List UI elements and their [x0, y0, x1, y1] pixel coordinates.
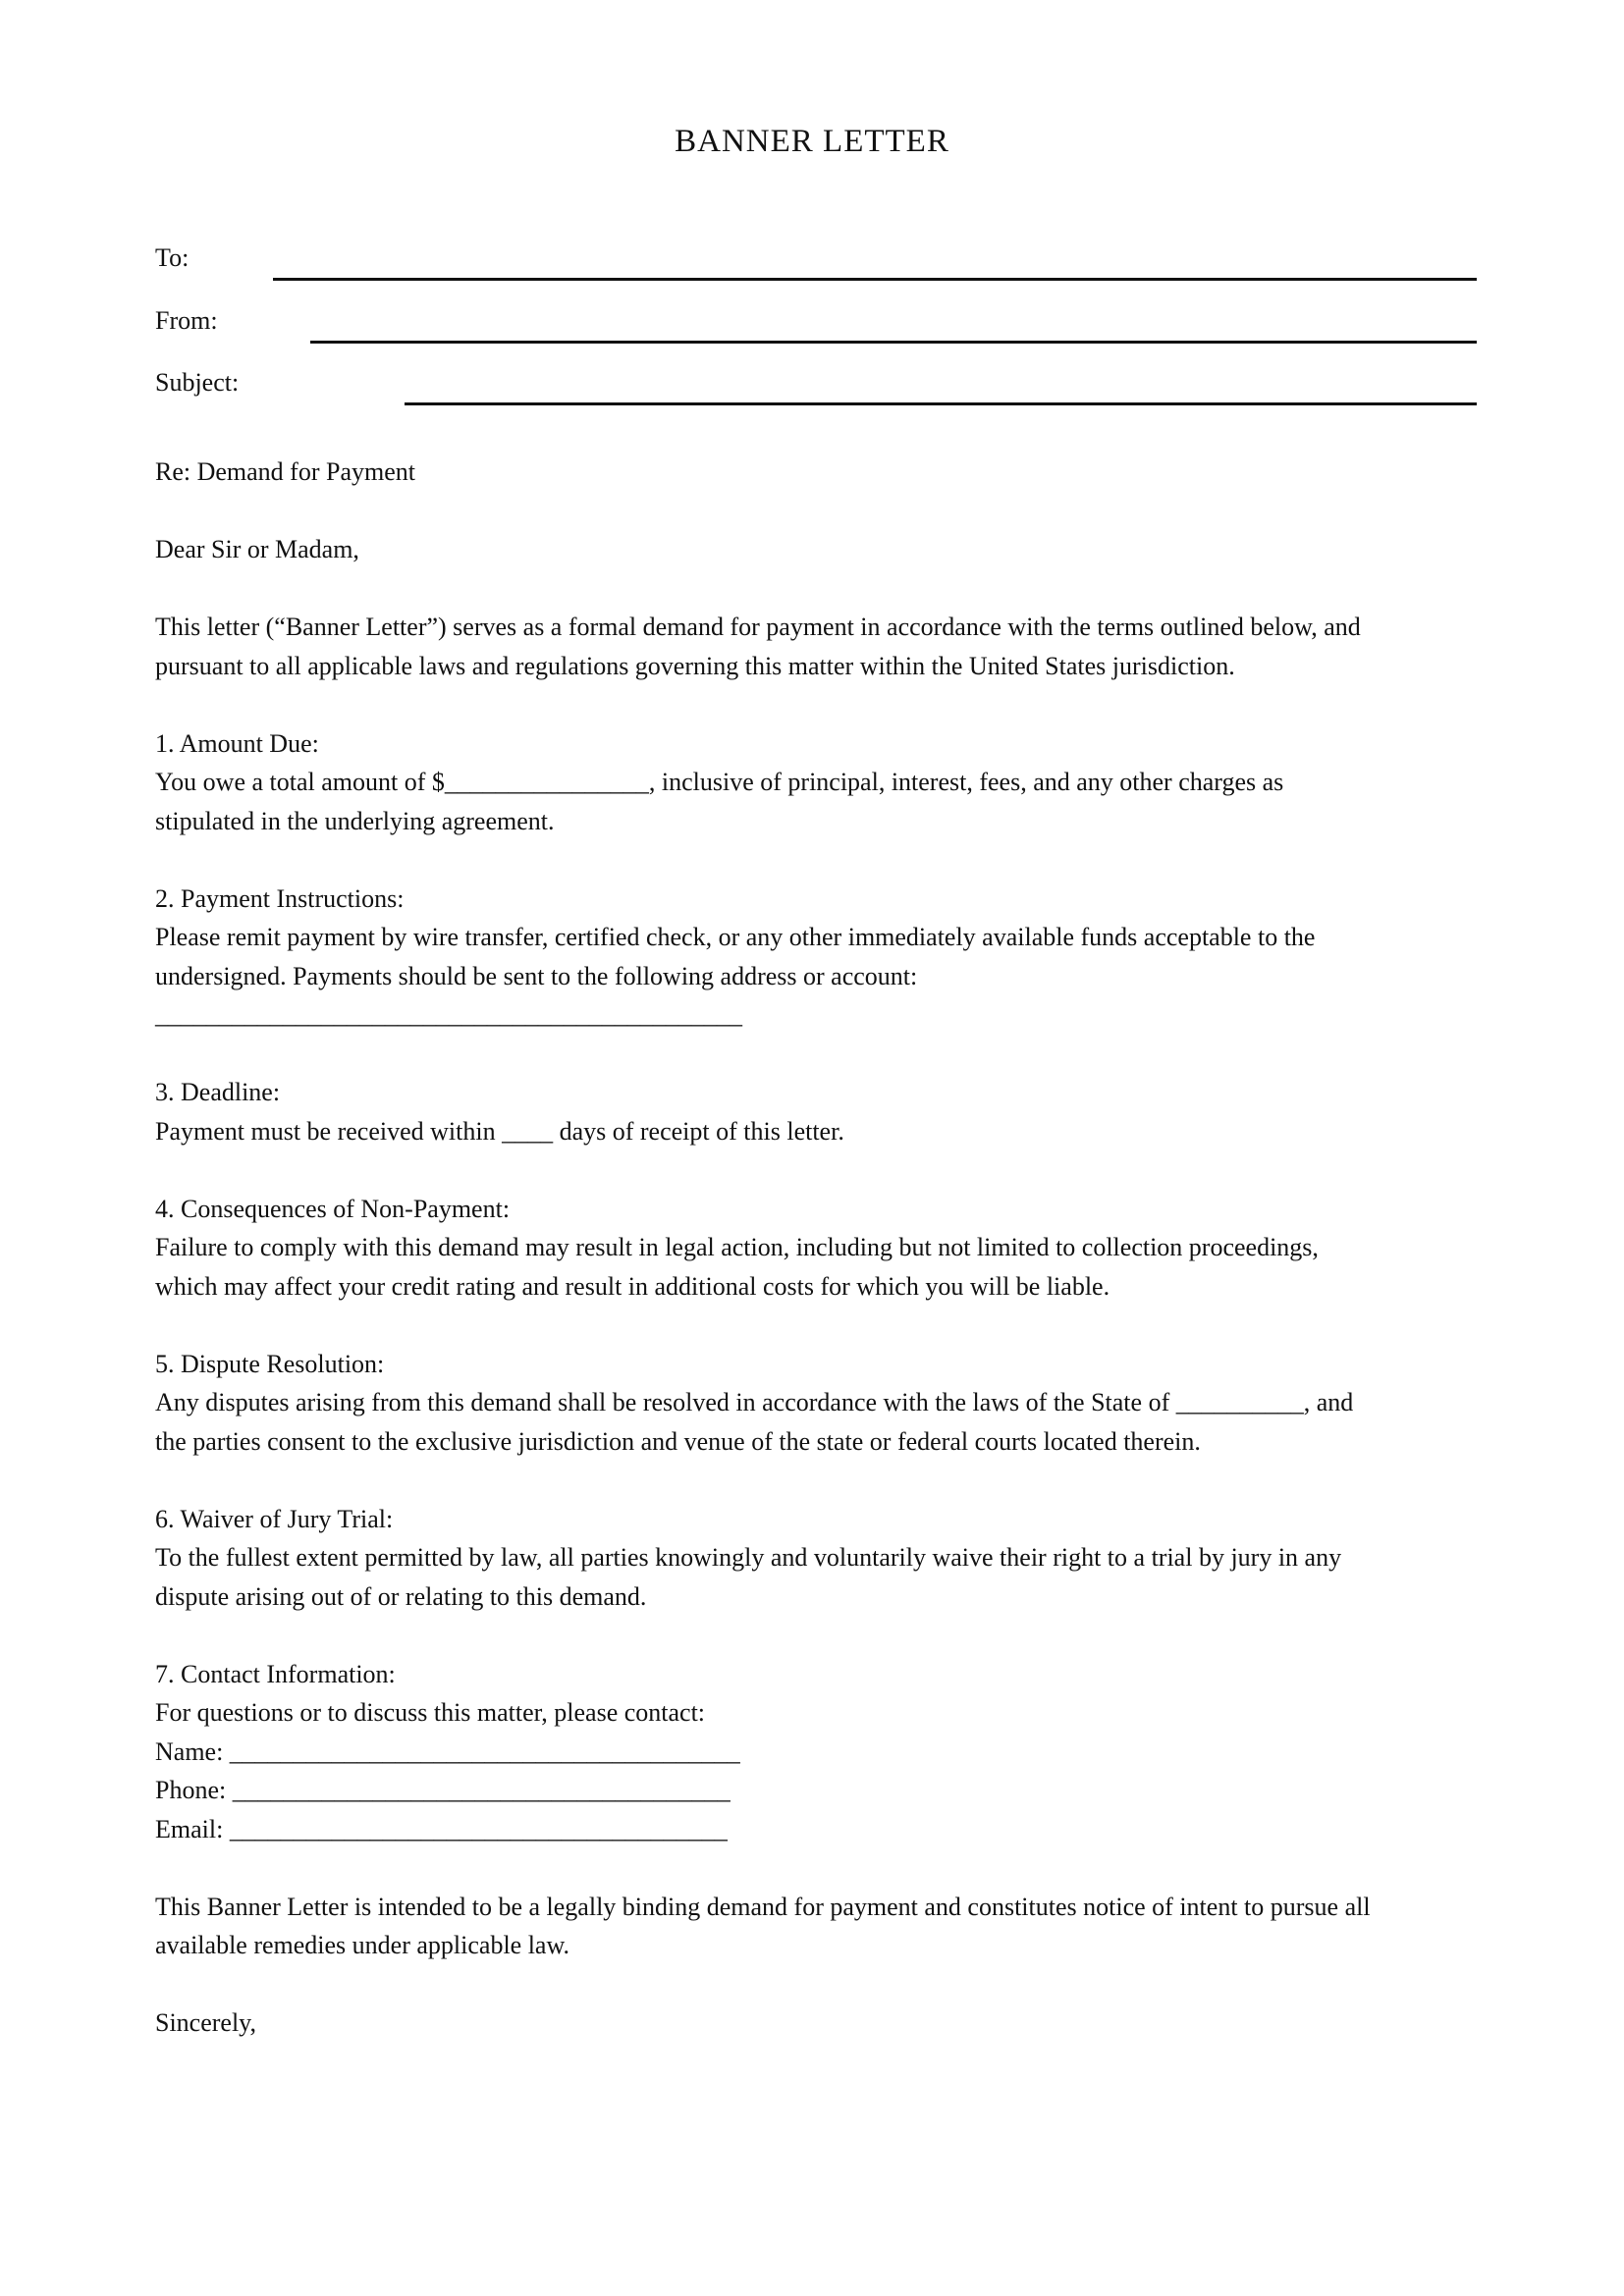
closing-line: available remedies under applicable law. — [155, 1931, 570, 1959]
section-consequences — [155, 1190, 1477, 1307]
document-title: BANNER LETTER — [675, 124, 949, 159]
section-line: which may affect your credit rating and result in additional costs for which you will be liable. — [155, 1271, 1110, 1301]
section-line: the parties consent to the exclusive jurisdiction and venue of the state or federal courts located therein. — [155, 1426, 1201, 1456]
section-jury-waiver — [155, 1500, 1477, 1617]
section-line: undersigned. Payments should be sent to the following address or account: — [155, 961, 918, 990]
section-line: dispute arising out of or relating to this demand. — [155, 1581, 647, 1611]
payment-address-blank: ______________________________________________ — [155, 1000, 742, 1029]
intro-line: This letter (“Banner Letter”) serves as a formal demand for payment in accordance with the terms outlined below, and — [155, 613, 1361, 641]
contact-phone-line: Phone: _______________________________________ — [155, 1776, 731, 1804]
section-heading: 7. Contact Information: — [155, 1659, 396, 1688]
section-line: Failure to comply with this demand may result in legal action, including but not limited to collection proceedings, — [155, 1233, 1319, 1261]
section-heading: 1. Amount Due: — [155, 728, 319, 758]
from-label: From: — [155, 306, 218, 335]
section-line: You owe a total amount of $________________, inclusive of principal, interest, fees, and any other charges as — [155, 768, 1284, 796]
salutation: Dear Sir or Madam, — [155, 535, 359, 563]
section-line: stipulated in the underlying agreement. — [155, 806, 555, 835]
closing-line: This Banner Letter is intended to be a legally binding demand for payment and constitutes notice of intent to pursue all — [155, 1892, 1371, 1921]
subject-label: Subject: — [155, 368, 240, 397]
re-line: Re: Demand for Payment — [155, 457, 415, 486]
section-heading: 4. Consequences of Non-Payment: — [155, 1194, 511, 1223]
subject-row — [155, 356, 1477, 396]
letter-body — [155, 453, 1477, 2081]
section-heading: 2. Payment Instructions: — [155, 883, 405, 913]
section-line: Payment must be received within ____ days of receipt of this letter. — [155, 1116, 844, 1146]
to-row — [155, 232, 1477, 271]
to-line[interactable] — [273, 278, 1477, 281]
section-heading: 6. Waiver of Jury Trial: — [155, 1504, 394, 1533]
section-contact-information — [155, 1655, 1477, 1849]
subject-line[interactable] — [405, 402, 1477, 405]
to-label: To: — [155, 243, 189, 272]
section-line: For questions or to discuss this matter, please contact: — [155, 1698, 706, 1727]
contact-email-line: Email: _______________________________________ — [155, 1814, 728, 1843]
intro-paragraph — [155, 608, 1477, 685]
section-line: To the fullest extent permitted by law, all parties knowingly and voluntarily waive their right to a trial by jury in any — [155, 1543, 1342, 1572]
section-heading: 3. Deadline: — [155, 1078, 281, 1106]
from-line[interactable] — [310, 341, 1477, 344]
from-row — [155, 294, 1477, 334]
closing-paragraph — [155, 1888, 1477, 1965]
section-line: Any disputes arising from this demand shall be resolved in accordance with the laws of the State of __________, and — [155, 1388, 1354, 1416]
intro-line: pursuant to all applicable laws and regulations governing this matter within the United States jurisdiction. — [155, 651, 1235, 680]
section-deadline — [155, 1073, 1477, 1150]
section-dispute-resolution — [155, 1345, 1477, 1462]
section-line: Please remit payment by wire transfer, certified check, or any other immediately available funds acceptable to the — [155, 923, 1316, 951]
contact-name-line: Name: ________________________________________ — [155, 1736, 740, 1766]
section-payment-instructions — [155, 880, 1477, 1035]
section-heading: 5. Dispute Resolution: — [155, 1349, 385, 1378]
section-amount-due — [155, 724, 1477, 841]
signoff: Sincerely, — [155, 2008, 256, 2037]
